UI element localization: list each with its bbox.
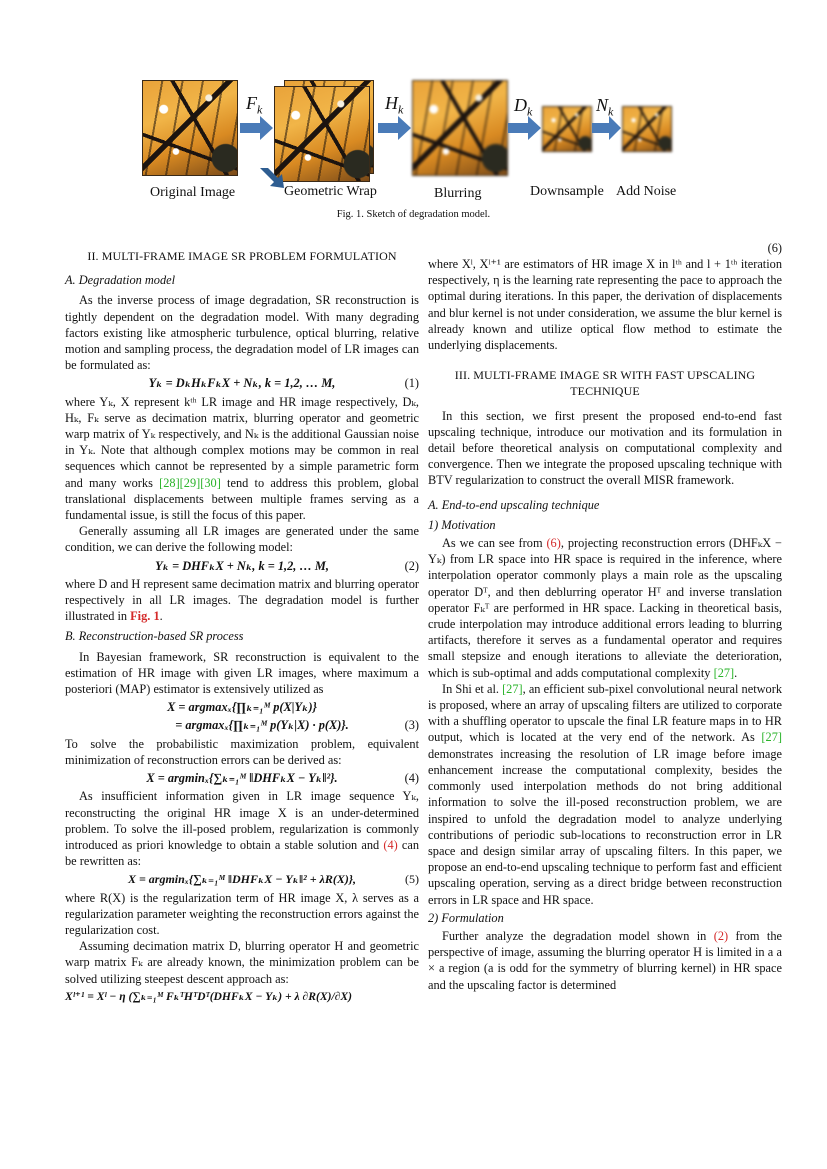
paragraph: Further analyze the degradation model shown in (2) from the perspective of image, assuming the blurring operator H is limited in a a × a region (a is odd for the symmetry of blurring kernel) in HR space and the upscaling factor is determined bbox=[428, 928, 782, 992]
equation-link[interactable]: (6) bbox=[546, 536, 561, 551]
subsection-heading: A. Degradation model bbox=[65, 273, 176, 288]
operator-f: $F_k$ bbox=[246, 93, 263, 117]
paragraph: In Shi et al. [27], an efficient sub-pixel convolutional neural network is proposed, where an array of upscaling filters are utilized to corporate with a shuffling operator to upscale the final LR feature maps in to HR output, which is located at the very end of the network. As [27] demonstrates increasing the resolution of LR image before image enhancement increase the computational complexity, besides the commonly used interpolation methods do not bring additional information to solve the ill-posed reconstruction problem, we are inspired to unfold the degradation model to analyze underlying contributions of periodic sub-locations to reconstruction error in LR space and design similar array of upscaling filters. In this paper, we propose an end-to-end upscaling technique to perform fast and efficient upscaling operation, serving as a direct bridge between reconstruction errors in LR space and HR space. bbox=[428, 681, 782, 907]
figure-link[interactable]: Fig. 1 bbox=[130, 609, 160, 624]
section-title: III. MULTI-FRAME IMAGE SR WITH FAST UPSCALING TECHNIQUE bbox=[454, 368, 756, 399]
downsampled-image bbox=[542, 106, 592, 152]
equation-link[interactable]: (4) bbox=[383, 837, 398, 852]
citation-link[interactable]: [27] bbox=[761, 730, 782, 745]
blurred-image bbox=[412, 80, 508, 176]
operator-h: $H_k$ bbox=[385, 93, 404, 117]
subsubsection-heading: 2) Formulation bbox=[428, 910, 504, 925]
warped-image-front bbox=[274, 86, 370, 182]
paragraph: As the inverse process of image degradation, SR reconstruction is tightly dependent on the degradation model. With many degrading factors existing like atmospheric turbulence, optical blurring, relative motion and sampling process, the degradation model of LR images can be formulated as: bbox=[65, 293, 419, 373]
citation-link[interactable]: [27] bbox=[502, 681, 523, 696]
label-downsample: Downsample bbox=[530, 184, 604, 199]
paragraph: In this section, we first present the proposed end-to-end fast upscaling technique, introduce our motivation and its formulation in detail before theoretical analysis on computational complexity and convergence. Then we integrate the proposed upscaling technique with BTV regularization to construct the overall MISR framework. bbox=[428, 408, 782, 488]
paragraph: In Bayesian framework, SR reconstruction is equivalent to the estimation of HR image with given LR images, where maximum a posteriori (MAP) estimator is extensively utilized as bbox=[65, 649, 419, 697]
degradation-figure bbox=[0, 0, 827, 230]
subsection-heading: B. Reconstruction-based SR process bbox=[65, 629, 244, 644]
label-geometric-wrap: Geometric Wrap bbox=[284, 184, 377, 199]
equation-6: Xˡ⁺¹ = Xˡ − η (∑ₖ₌₁ᴹ FₖᵀHᵀDᵀ(DHFₖX − Yₖ) + λ ∂R(X)/∂X) bbox=[65, 989, 353, 1003]
equation-5: X = argminₓ{∑ₖ₌₁ᴹ ‖DHFₖX − Yₖ‖² + λR(X)}, (5) bbox=[127, 872, 419, 887]
label-blurring: Blurring bbox=[434, 186, 482, 201]
paragraph: Assuming decimation matrix D, blurring operator H and geometric warp matrix Fₖ are already known, the minimization problem can be solved utilizing steepest descent approach as: bbox=[65, 939, 419, 986]
equation-3a: X = argmaxₓ{∏ₖ₌₁ᴹ p(X|Yₖ)} bbox=[167, 700, 317, 715]
noisy-image bbox=[622, 106, 672, 152]
section-title: II. MULTI-FRAME IMAGE SR PROBLEM FORMULATION bbox=[87, 249, 397, 263]
operator-d: $D_k$ bbox=[514, 95, 533, 119]
paragraph: where D and H represent same decimation matrix and blurring operator respectively in all LR images. The degradation model is further illustrated in Fig. 1. bbox=[65, 576, 419, 624]
right-column bbox=[428, 240, 782, 993]
subsubsection-heading: 1) Motivation bbox=[428, 517, 496, 532]
equation-3b: = argmaxₓ{∏ₖ₌₁ᴹ p(Yₖ|X) · p(X)}. (3) bbox=[175, 718, 419, 733]
paragraph: To solve the probabilistic maximization problem, equivalent minimization of reconstruction errors can be derived as: bbox=[65, 736, 419, 767]
equation-2: Yₖ = DHFₖX + Nₖ, k = 1,2, … M, (2) bbox=[155, 558, 419, 573]
left-column bbox=[65, 240, 419, 1007]
paragraph: where Xˡ, Xˡ⁺¹ are estimators of HR image X in lᵗʰ and l + 1ᵗʰ iteration respectively, η is the learning rate representing the pace to approach the optimal during iterations. In this paper, the derivation of displacements and blur kernel is not under consideration, we assume the blur kernel is already known and utilize optical flow method to estimate the underlying displacements. bbox=[428, 257, 782, 353]
label-original: Original Image bbox=[150, 185, 236, 200]
paragraph: where R(X) is the regularization term of HR image X, λ serves as a regularization parameter weighting the reconstruction errors against the regularization cost. bbox=[65, 890, 419, 937]
subsection-heading: A. End-to-end upscaling technique bbox=[428, 497, 600, 512]
equation-link[interactable]: (2) bbox=[713, 928, 729, 943]
citation-link[interactable]: [27] bbox=[713, 665, 735, 680]
equation-4: X = argminₓ{∑ₖ₌₁ᴹ ‖DHFₖX − Yₖ‖²}. (4) bbox=[146, 771, 419, 786]
paragraph: As insufficient information given in LR image sequence Yₖ, reconstructing the original HR image X is an under-determined problem. To solve the ill-posed problem, regularization is commonly introduced as priori knowledge to obtain a stable solution and (4) can be rewritten as: bbox=[65, 789, 419, 869]
equation-1: Yₖ = DₖHₖFₖX + Nₖ, k = 1,2, … M, (1) bbox=[148, 376, 419, 391]
paragraph: Generally assuming all LR images are generated under the same condition, we can derive the following model: bbox=[65, 524, 419, 555]
figure-caption: Fig. 1. Sketch of degradation model. bbox=[336, 209, 491, 220]
paragraph: where Yₖ, X represent kᵗʰ LR image and HR image respectively, Dₖ, Hₖ, Fₖ serve as decimation matrix, blurring operator and geometric warp matrix of Yₖ respectively, and Nₖ is the additional Gaussian noise in Yₖ. Note that although complex motions may be common in real sequences which cannot be represented by a simple parametric form and many works [28][29][30] tend to address this problem, global translational displacements between multiple frames serving as a fundamental issue, is still the focus of this paper. bbox=[65, 394, 419, 523]
paragraph: As we can see from (6), projecting reconstruction errors (DHFₖX − Yₖ) from LR space into HR space is required in the inference, where interpolation operator commonly plays a main role as the upscaling operator Dᵀ, and then deblurring operator Hᵀ and inverse translation operator Fₖᵀ are performed in HR space. Lacking in theoretical basis, crude interpolation may introduce additional errors leading to blurring artifacts, therefore it serves as a fundamental operator and requires small stepsize and enough iterations to alleviate the deterioration, which is sub-optimal and adds computational complexity [27]. bbox=[428, 536, 782, 680]
arrow-right-icon bbox=[240, 115, 274, 141]
original-image bbox=[142, 80, 238, 176]
label-add-noise: Add Noise bbox=[616, 184, 677, 199]
citation-link[interactable]: [28][29][30] bbox=[159, 475, 221, 490]
equation-6-number: (6) bbox=[767, 241, 782, 255]
arrow-right-icon bbox=[378, 115, 412, 141]
operator-n: $N_k$ bbox=[596, 95, 614, 119]
